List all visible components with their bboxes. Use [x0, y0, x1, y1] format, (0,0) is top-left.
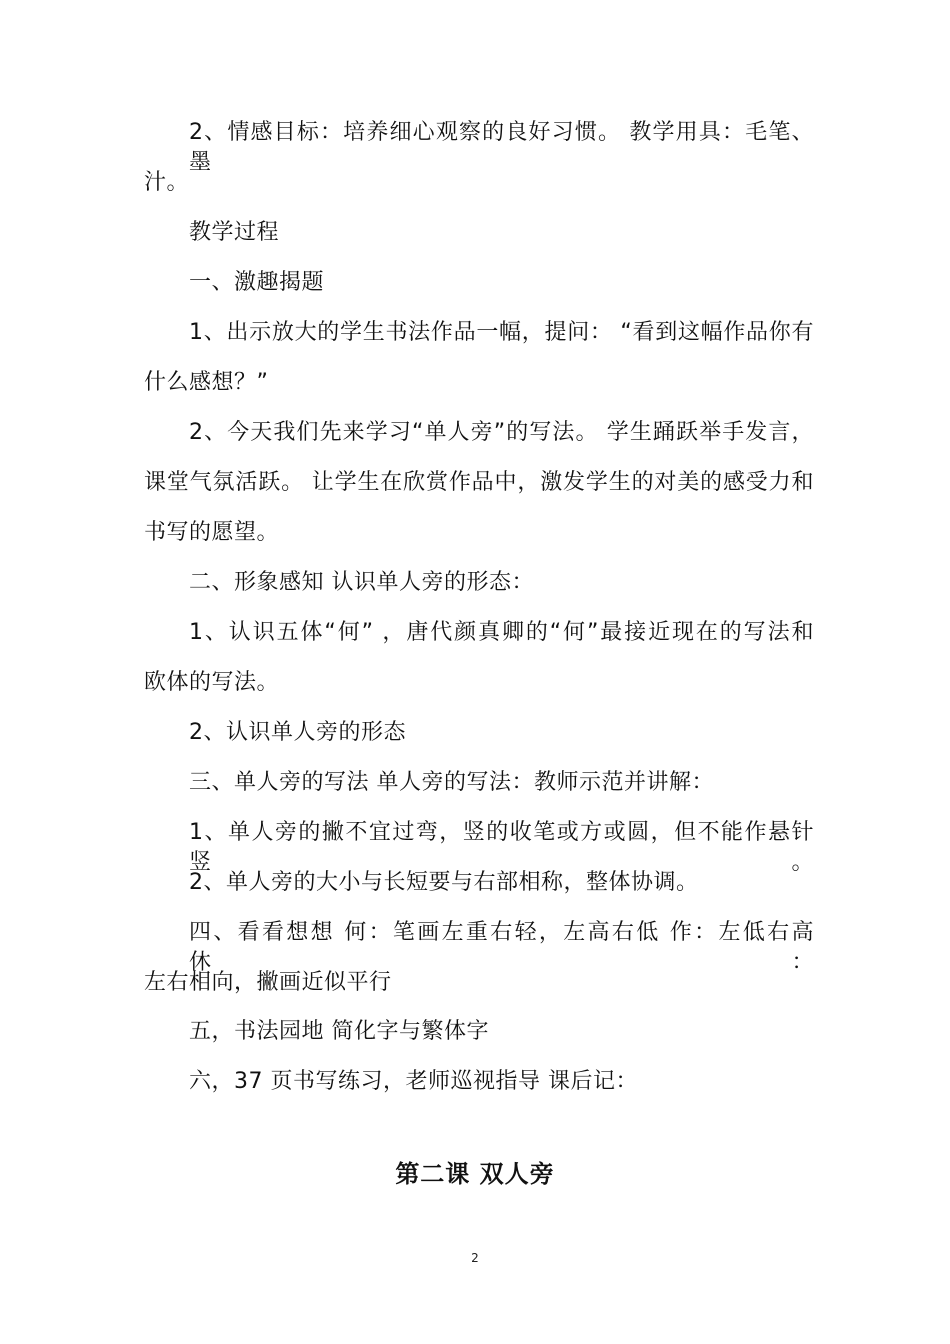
section-heading: 一、激趣揭题 [189, 270, 325, 295]
paragraph-line: 2、情感目标：培养细心观察的良好习惯。 教学用具：毛笔、墨 [189, 120, 814, 175]
paragraph-line: 2、单人旁的大小与长短要与右部相称，整体协调。 [189, 870, 699, 895]
paragraph-line: 汁。 [144, 170, 190, 195]
paragraph-line: 书写的愿望。 [144, 520, 280, 545]
paragraph-line: 1、单人旁的撇不宜过弯，竖的收笔或方或圆，但不能作悬针竖。 [189, 820, 814, 875]
section-heading: 二、形象感知 认识单人旁的形态： [189, 570, 534, 595]
paragraph-line: 课堂气氛活跃。 让学生在欣赏作品中，激发学生的对美的感受力和 [144, 470, 814, 495]
section-heading: 三、单人旁的写法 单人旁的写法：教师示范并讲解： [189, 770, 714, 795]
section-heading: 四、看看想想 何：笔画左重右轻，左高右低 作：左低右高 休： [189, 920, 814, 975]
paragraph-line: 2、认识单人旁的形态 [189, 720, 406, 745]
paragraph-line: 1、出示放大的学生书法作品一幅，提问： “看到这幅作品你有 [189, 320, 814, 345]
paragraph-line: 左右相向，撇画近似平行 [144, 970, 392, 995]
paragraph-line: 2、今天我们先来学习“单人旁”的写法。 学生踊跃举手发言， [189, 420, 814, 445]
section-label: 教学过程 [189, 220, 280, 245]
lesson-title: 第二课 双人旁 [395, 1160, 555, 1188]
page-number: 2 [471, 1251, 479, 1265]
paragraph-line: 什么感想？” [144, 370, 269, 395]
paragraph-line: 1、认识五体“何” ，唐代颜真卿的“何”最接近现在的写法和 [189, 620, 814, 645]
paragraph-line: 欧体的写法。 [144, 670, 280, 695]
section-heading: 六，37 页书写练习，老师巡视指导 课后记： [189, 1069, 638, 1094]
section-heading: 五，书法园地 简化字与繁体字 [189, 1019, 489, 1044]
